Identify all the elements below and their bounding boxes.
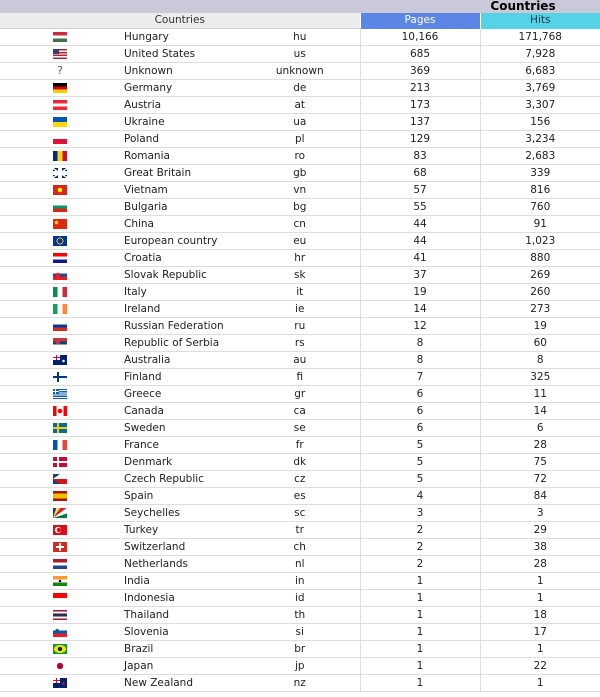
country-name: France [120, 437, 240, 454]
pages-count: 213 [360, 80, 480, 97]
flag-cell [0, 471, 120, 488]
table-header-row [0, 13, 600, 29]
table-row [0, 114, 600, 131]
country-name: Sweden [120, 420, 240, 437]
country-name: Switzerland [120, 539, 240, 556]
pages-count: 3 [360, 505, 480, 522]
flag-cell [0, 301, 120, 318]
pages-count: 44 [360, 216, 480, 233]
table-row [0, 607, 600, 624]
country-name: Great Britain [120, 165, 240, 182]
country-name: Finland [120, 369, 240, 386]
hits-count: 28 [480, 437, 600, 454]
pages-count: 83 [360, 148, 480, 165]
country-name: Denmark [120, 454, 240, 471]
pages-count: 57 [360, 182, 480, 199]
pages-count: 14 [360, 301, 480, 318]
hits-count: 2,683 [480, 148, 600, 165]
hits-count: 17 [480, 624, 600, 641]
hits-count: 816 [480, 182, 600, 199]
hits-count: 91 [480, 216, 600, 233]
es-flag-icon [53, 491, 67, 501]
country-code: unknown [240, 63, 360, 80]
country-name: Slovenia [120, 624, 240, 641]
hits-count: 28 [480, 556, 600, 573]
country-code: us [240, 46, 360, 63]
country-name: India [120, 573, 240, 590]
table-row [0, 80, 600, 97]
country-name: Indonesia [120, 590, 240, 607]
country-name: Canada [120, 403, 240, 420]
country-name: Ukraine [120, 114, 240, 131]
flag-cell [0, 675, 120, 692]
country-name: Slovak Republic [120, 267, 240, 284]
country-name: Thailand [120, 607, 240, 624]
ua-flag-icon [53, 117, 67, 127]
pages-count: 1 [360, 658, 480, 675]
table-row [0, 386, 600, 403]
country-name: Italy [120, 284, 240, 301]
country-name: Japan [120, 658, 240, 675]
country-code: ua [240, 114, 360, 131]
hits-count: 7,928 [480, 46, 600, 63]
flag-cell [0, 165, 120, 182]
table-row [0, 284, 600, 301]
flag-cell [0, 199, 120, 216]
country-name: Russian Federation [120, 318, 240, 335]
pages-count: 68 [360, 165, 480, 182]
country-name: Greece [120, 386, 240, 403]
pages-count: 5 [360, 471, 480, 488]
table-row [0, 250, 600, 267]
table-row [0, 46, 600, 63]
country-name: Seychelles [120, 505, 240, 522]
nz-flag-icon [53, 678, 67, 688]
country-code: ro [240, 148, 360, 165]
flag-cell [0, 488, 120, 505]
flag-cell [0, 437, 120, 454]
flag-cell [0, 335, 120, 352]
pl-flag-icon [53, 134, 67, 144]
country-code: hr [240, 250, 360, 267]
gb-flag-icon [53, 168, 67, 178]
us-flag-icon [53, 49, 67, 59]
hits-count: 38 [480, 539, 600, 556]
table-row [0, 267, 600, 284]
country-code: ch [240, 539, 360, 556]
table-row [0, 522, 600, 539]
flag-cell [0, 233, 120, 250]
country-code: dk [240, 454, 360, 471]
country-code: gb [240, 165, 360, 182]
hits-count: 325 [480, 369, 600, 386]
pages-column-header: Pages [360, 13, 480, 29]
hits-count: 22 [480, 658, 600, 675]
country-code: nl [240, 556, 360, 573]
hits-count: 8 [480, 352, 600, 369]
pages-count: 8 [360, 335, 480, 352]
table-row [0, 165, 600, 182]
nl-flag-icon [53, 559, 67, 569]
hits-count: 269 [480, 267, 600, 284]
hits-count: 11 [480, 386, 600, 403]
jp-flag-icon [53, 661, 67, 671]
fr-flag-icon [53, 440, 67, 450]
country-name: Austria [120, 97, 240, 114]
country-code: it [240, 284, 360, 301]
in-flag-icon [53, 576, 67, 586]
dk-flag-icon [53, 457, 67, 467]
hits-count: 760 [480, 199, 600, 216]
rs-flag-icon [53, 338, 67, 348]
country-code: pl [240, 131, 360, 148]
pages-count: 129 [360, 131, 480, 148]
flag-cell [0, 658, 120, 675]
flag-cell [0, 641, 120, 658]
country-name: New Zealand [120, 675, 240, 692]
si-flag-icon [53, 627, 67, 637]
flag-cell [0, 522, 120, 539]
country-code: vn [240, 182, 360, 199]
pages-count: 1 [360, 624, 480, 641]
country-code: si [240, 624, 360, 641]
hits-count: 72 [480, 471, 600, 488]
cz-flag-icon [53, 474, 67, 484]
flag-cell [0, 131, 120, 148]
pages-count: 7 [360, 369, 480, 386]
table-row [0, 437, 600, 454]
table-row [0, 556, 600, 573]
country-name: Vietnam [120, 182, 240, 199]
pages-count: 685 [360, 46, 480, 63]
country-name: Romania [120, 148, 240, 165]
pages-count: 5 [360, 437, 480, 454]
country-name: Netherlands [120, 556, 240, 573]
hu-flag-icon [53, 32, 67, 42]
ch-flag-icon [53, 542, 67, 552]
countries-table-body [0, 29, 600, 692]
hits-count: 29 [480, 522, 600, 539]
countries-table [0, 13, 600, 692]
vn-flag-icon [53, 185, 67, 195]
country-name: Hungary [120, 29, 240, 46]
country-code: id [240, 590, 360, 607]
it-flag-icon [53, 287, 67, 297]
country-code: br [240, 641, 360, 658]
country-name: Germany [120, 80, 240, 97]
country-code: nz [240, 675, 360, 692]
country-code: ca [240, 403, 360, 420]
table-row [0, 216, 600, 233]
flag-cell [0, 216, 120, 233]
country-code: hu [240, 29, 360, 46]
table-row [0, 505, 600, 522]
pages-count: 19 [360, 284, 480, 301]
au-flag-icon [53, 355, 67, 365]
pages-count: 1 [360, 590, 480, 607]
table-row [0, 658, 600, 675]
flag-cell [0, 454, 120, 471]
flag-cell [0, 182, 120, 199]
pages-count: 41 [360, 250, 480, 267]
fi-flag-icon [53, 372, 67, 382]
country-code: th [240, 607, 360, 624]
flag-cell [0, 63, 120, 80]
pages-count: 55 [360, 199, 480, 216]
country-code: bg [240, 199, 360, 216]
at-flag-icon [53, 100, 67, 110]
ro-flag-icon [53, 151, 67, 161]
hits-count: 6 [480, 420, 600, 437]
hits-count: 1 [480, 573, 600, 590]
flag-cell [0, 267, 120, 284]
flag-cell [0, 352, 120, 369]
pages-count: 10,166 [360, 29, 480, 46]
pages-count: 12 [360, 318, 480, 335]
se-flag-icon [53, 423, 67, 433]
pages-count: 6 [360, 386, 480, 403]
flag-cell [0, 556, 120, 573]
country-name: Republic of Serbia [120, 335, 240, 352]
country-code: de [240, 80, 360, 97]
sk-flag-icon [53, 270, 67, 280]
table-row [0, 148, 600, 165]
flag-cell [0, 369, 120, 386]
hits-count: 60 [480, 335, 600, 352]
unknown-flag-icon: ? [57, 65, 63, 77]
country-code: ru [240, 318, 360, 335]
bg-flag-icon [53, 202, 67, 212]
country-code: tr [240, 522, 360, 539]
country-code: fi [240, 369, 360, 386]
country-code: se [240, 420, 360, 437]
table-row [0, 182, 600, 199]
pages-count: 1 [360, 573, 480, 590]
flag-cell [0, 46, 120, 63]
flag-cell [0, 403, 120, 420]
gr-flag-icon [53, 389, 67, 399]
country-code: cz [240, 471, 360, 488]
country-name: Ireland [120, 301, 240, 318]
country-name: Spain [120, 488, 240, 505]
table-row [0, 403, 600, 420]
country-code: eu [240, 233, 360, 250]
table-row [0, 29, 600, 46]
table-row [0, 335, 600, 352]
hits-count: 84 [480, 488, 600, 505]
table-row [0, 675, 600, 692]
country-code: sk [240, 267, 360, 284]
hits-count: 339 [480, 165, 600, 182]
country-code: rs [240, 335, 360, 352]
pages-count: 6 [360, 420, 480, 437]
table-row [0, 369, 600, 386]
country-name: Unknown [120, 63, 240, 80]
flag-cell [0, 386, 120, 403]
table-row [0, 590, 600, 607]
country-name: Poland [120, 131, 240, 148]
flag-cell [0, 505, 120, 522]
hits-count: 171,768 [480, 29, 600, 46]
table-row [0, 624, 600, 641]
country-code: in [240, 573, 360, 590]
flag-cell [0, 318, 120, 335]
hits-count: 273 [480, 301, 600, 318]
flag-cell [0, 573, 120, 590]
table-row [0, 539, 600, 556]
table-row [0, 352, 600, 369]
sc-flag-icon [53, 508, 67, 518]
country-code: au [240, 352, 360, 369]
pages-count: 5 [360, 454, 480, 471]
flag-cell [0, 590, 120, 607]
table-row [0, 471, 600, 488]
hits-count: 18 [480, 607, 600, 624]
section-title: Countries [490, 0, 556, 13]
pages-count: 173 [360, 97, 480, 114]
ie-flag-icon [53, 304, 67, 314]
table-row [0, 420, 600, 437]
hits-count: 1,023 [480, 233, 600, 250]
table-row [0, 573, 600, 590]
th-flag-icon [53, 610, 67, 620]
country-code: gr [240, 386, 360, 403]
country-name: Brazil [120, 641, 240, 658]
hits-count: 3,307 [480, 97, 600, 114]
flag-cell [0, 250, 120, 267]
pages-count: 137 [360, 114, 480, 131]
table-row [0, 301, 600, 318]
pages-count: 2 [360, 539, 480, 556]
pages-count: 369 [360, 63, 480, 80]
country-name: Australia [120, 352, 240, 369]
table-row [0, 199, 600, 216]
table-row [0, 233, 600, 250]
table-row [0, 131, 600, 148]
country-code: at [240, 97, 360, 114]
hits-count: 1 [480, 675, 600, 692]
country-code: fr [240, 437, 360, 454]
country-name: European country [120, 233, 240, 250]
hits-count: 3,234 [480, 131, 600, 148]
flag-cell [0, 420, 120, 437]
flag-cell [0, 148, 120, 165]
hits-count: 19 [480, 318, 600, 335]
flag-cell [0, 539, 120, 556]
flag-cell [0, 607, 120, 624]
hits-count: 3,769 [480, 80, 600, 97]
hits-count: 1 [480, 590, 600, 607]
ru-flag-icon [53, 321, 67, 331]
hits-count: 880 [480, 250, 600, 267]
pages-count: 8 [360, 352, 480, 369]
de-flag-icon [53, 83, 67, 93]
table-row [0, 63, 600, 80]
countries-column-header: Countries [0, 13, 360, 29]
country-name: Bulgaria [120, 199, 240, 216]
table-row [0, 454, 600, 471]
table-row [0, 97, 600, 114]
ca-flag-icon [53, 406, 67, 416]
country-name: China [120, 216, 240, 233]
hits-count: 6,683 [480, 63, 600, 80]
pages-count: 2 [360, 522, 480, 539]
pages-count: 4 [360, 488, 480, 505]
country-name: United States [120, 46, 240, 63]
cn-flag-icon [53, 219, 67, 229]
flag-cell [0, 114, 120, 131]
pages-count: 6 [360, 403, 480, 420]
hits-count: 1 [480, 641, 600, 658]
pages-count: 1 [360, 607, 480, 624]
country-name: Turkey [120, 522, 240, 539]
country-name: Croatia [120, 250, 240, 267]
hits-column-header: Hits [480, 13, 600, 29]
country-code: cn [240, 216, 360, 233]
hits-count: 14 [480, 403, 600, 420]
hr-flag-icon [53, 253, 67, 263]
br-flag-icon [53, 644, 67, 654]
id-flag-icon [53, 593, 67, 603]
pages-count: 2 [360, 556, 480, 573]
pages-count: 37 [360, 267, 480, 284]
country-code: ie [240, 301, 360, 318]
hits-count: 3 [480, 505, 600, 522]
hits-count: 260 [480, 284, 600, 301]
country-code: sc [240, 505, 360, 522]
tr-flag-icon [53, 525, 67, 535]
flag-cell [0, 29, 120, 46]
section-title-bar [0, 0, 600, 13]
flag-cell [0, 284, 120, 301]
country-name: Czech Republic [120, 471, 240, 488]
eu-flag-icon [53, 236, 67, 246]
country-code: es [240, 488, 360, 505]
hits-count: 156 [480, 114, 600, 131]
pages-count: 1 [360, 641, 480, 658]
pages-count: 1 [360, 675, 480, 692]
flag-cell [0, 624, 120, 641]
table-row [0, 641, 600, 658]
hits-count: 75 [480, 454, 600, 471]
country-code: jp [240, 658, 360, 675]
table-row [0, 318, 600, 335]
pages-count: 44 [360, 233, 480, 250]
flag-cell [0, 97, 120, 114]
flag-cell [0, 80, 120, 97]
table-row [0, 488, 600, 505]
